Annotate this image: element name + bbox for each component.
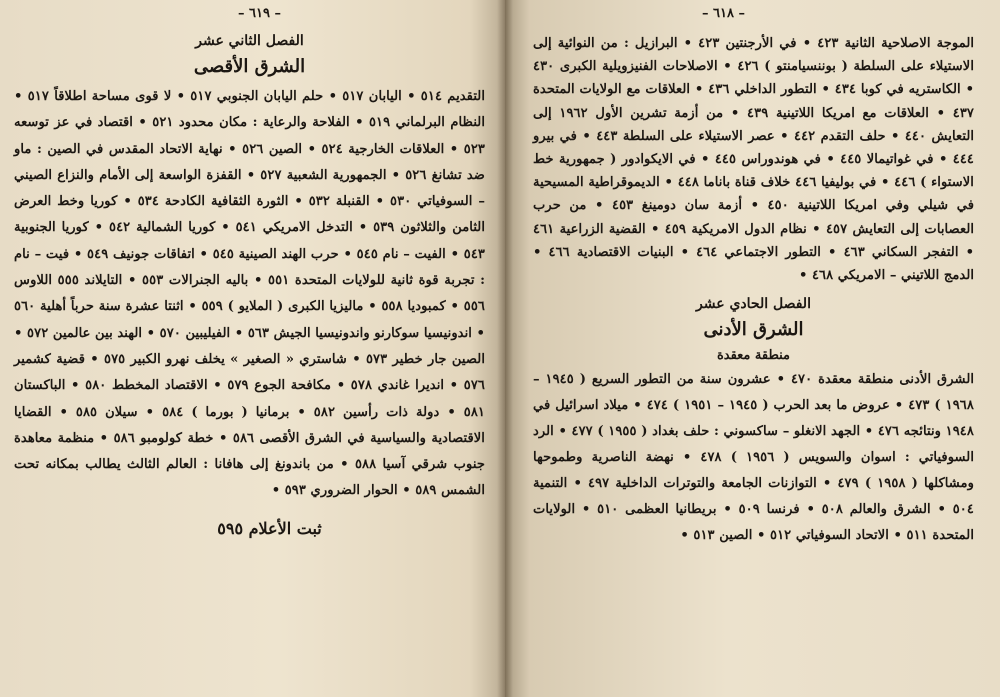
gutter-shadow-right: [505, 0, 513, 697]
section-subtitle: منطقة معقدة: [716, 348, 791, 364]
page-number: – ٦١٨ –: [701, 6, 745, 21]
part-title: الشرق الأقصى: [193, 56, 306, 77]
toc-entries-top: الموجة الاصلاحية الثانية ٤٢٣ • في الأرجنتين ٤٢٣ • البرازيل : من النوائية إلى الاستيلاء على السلطة ( بوننسيامنتو ) ٤٢٦ • الاصلاحات الفنيزويلية الكبرى ٤٣٠ • الكاستريه في كوبا ٤٣٤ • التطور الداخلي ٤٣٦ • العلاقات مع الولايات المتحدة ٤٣٧ • العلاقات مع امريكا اللاتينية ٤٣٩ • من أزمة تشرين الأول ١٩٦٢ إلى التعايش ٤٤٠ • حلف التقدم ٤٤٢ • عصر الاستيلاء على السلطة ٤٤٣ • في بيرو ٤٤٤ • في غواتيمالا ٤٤٥ • في هوندوراس ٤٤٥ • في الايكوادور ( جمهورية خط الاستواء ) ٤٤٦ • في بوليفيا ٤٤٦ خلاف قناة باناما ٤٤٨ • الديموقراطية المسيحية في شيلي وفي امريكا اللاتينية ٤٥٠ • أزمة سان دومينغ ٤٥٣ • من حرب العصابات إلى التعايش ٤٥٧ • نظام الدول الامريكية ٤٥٩ • القضية الزراعية ٤٦١ • التفجر السكاني ٤٦٣ • التطور الاجتماعي ٤٦٤ • البنيات الاقتصادية ٤٦٦ • الدمج اللاتيني – الامريكي ٤٦٨ •: [533, 36, 975, 284]
gutter-shadow-left: [497, 0, 505, 697]
right-page: [505, 0, 1000, 697]
chapter-title: الفصل الحادي عشر: [696, 296, 811, 313]
page-number: – ٦١٩ –: [237, 6, 281, 21]
toc-entries-bottom: الشرق الأدنى منطقة معقدة ٤٧٠ • عشرون سنة من التطور السريع ( ١٩٤٥ – ١٩٦٨ ) ٤٧٣ • عروض ما بعد الحرب ( ١٩٤٥ – ١٩٥١ ) ٤٧٤ • ميلاد اسرائيل في ١٩٤٨ ونتائجه ٤٧٦ • الجهد الانغلو – ساكسوني : حلف بغداد ( ١٩٥٥ ) ٤٧٧ • الرد السوفياتي : اسوان والسويس ( ١٩٥٦ ) ٤٧٨ • نهضة الناصرية وطموحها ومشاكلها ( ١٩٥٨ ) ٤٧٩ • التوازنات الجامعة والتوترات الداخلية ٤٩٧ • التنمية ٥٠٤ • الشرق والعالم ٥٠٨ • فرنسا ٥٠٩ • بريطانيا العظمى ٥١٠ • الولايات المتحدة ٥١١ • الاتحاد السوفياتي ٥١٢ • الصين ٥١٣ •: [533, 372, 975, 544]
chapter-title: الفصل الثاني عشر: [195, 33, 304, 49]
toc-entries: التقديم ٥١٤ • اليابان ٥١٧ • حلم اليابان الجنوبي ٥١٧ • لا قوى مساحة اطلاقاً ٥١٧ • النظام البرلماني ٥١٩ • الفلاحة والرعاية : مكان محدود ٥٢١ • اقتصاد في عز توسعه ٥٢٣ • العلاقات الخارجية ٥٢٤ • الصين ٥٢٦ • نهاية الاتحاد المقدس في الصين : ماو ضد تشانغ ٥٢٦ • الجمهورية الشعبية ٥٢٧ • القفزة الواسعة إلى الأمام والنزاع الصيني – السوفياتي ٥٣٠ • القنبلة ٥٣٢ • الثورة الثقافية الكادحة ٥٣٤ • كوريا وخط العرض الثامن والثلاثون ٥٣٩ • التدخل الامريكي ٥٤١ • كوريا الشمالية ٥٤٢ • كوريا الجنوبية ٥٤٣ • الفيت – نام ٥٤٥ • حرب الهند الصينية ٥٤٥ • اتفاقات جونيف ٥٤٩ • فيت – نام : تجربة قوة ثانية للولايات المتحدة ٥٥١ • باليه الجنرالات ٥٥٣ • التايلاند ٥٥٥ اللاوس ٥٥٦ • كمبوديا ٥٥٨ • ماليزيا الكبرى ( الملايو ) ٥٥٩ • اثنتا عشرة سنة حرباً أهلية ٥٦٠ • اندونيسيا سوكارنو واندونيسيا الجيش ٥٦٣ • الفيليبين ٥٧٠ • الهند بين عالمين ٥٧٢ • الصين جار خطير ٥٧٣ • شاستري « الصغير » يخلف نهرو الكبير ٥٧٥ • قضية كشمير ٥٧٦ • انديرا غاندي ٥٧٨ • مكافحة الجوع ٥٧٩ • الاقتصاد المخطط ٥٨٠ • الباكستان ٥٨١ • دولة ذات رأسين ٥٨٢ • برمانيا ( بورما ) ٥٨٤ • سيلان ٥٨٥ • القضايا الاقتصادية والسياسية في الشرق الأقصى ٥٨٦ • خطة كولومبو ٥٨٦ • منظمة معاهدة جنوب شرقي آسيا ٥٨٨ • من باندونغ إلى هافانا : العالم الثالث يطالب بمكانه تحت الشمس ٥٨٩ • الحوار الضروري ٥٩٣ •: [14, 89, 486, 499]
index-heading: ثبت الأعلام ٥٩٥: [217, 518, 322, 538]
part-title: الشرق الأدنى: [703, 319, 804, 341]
